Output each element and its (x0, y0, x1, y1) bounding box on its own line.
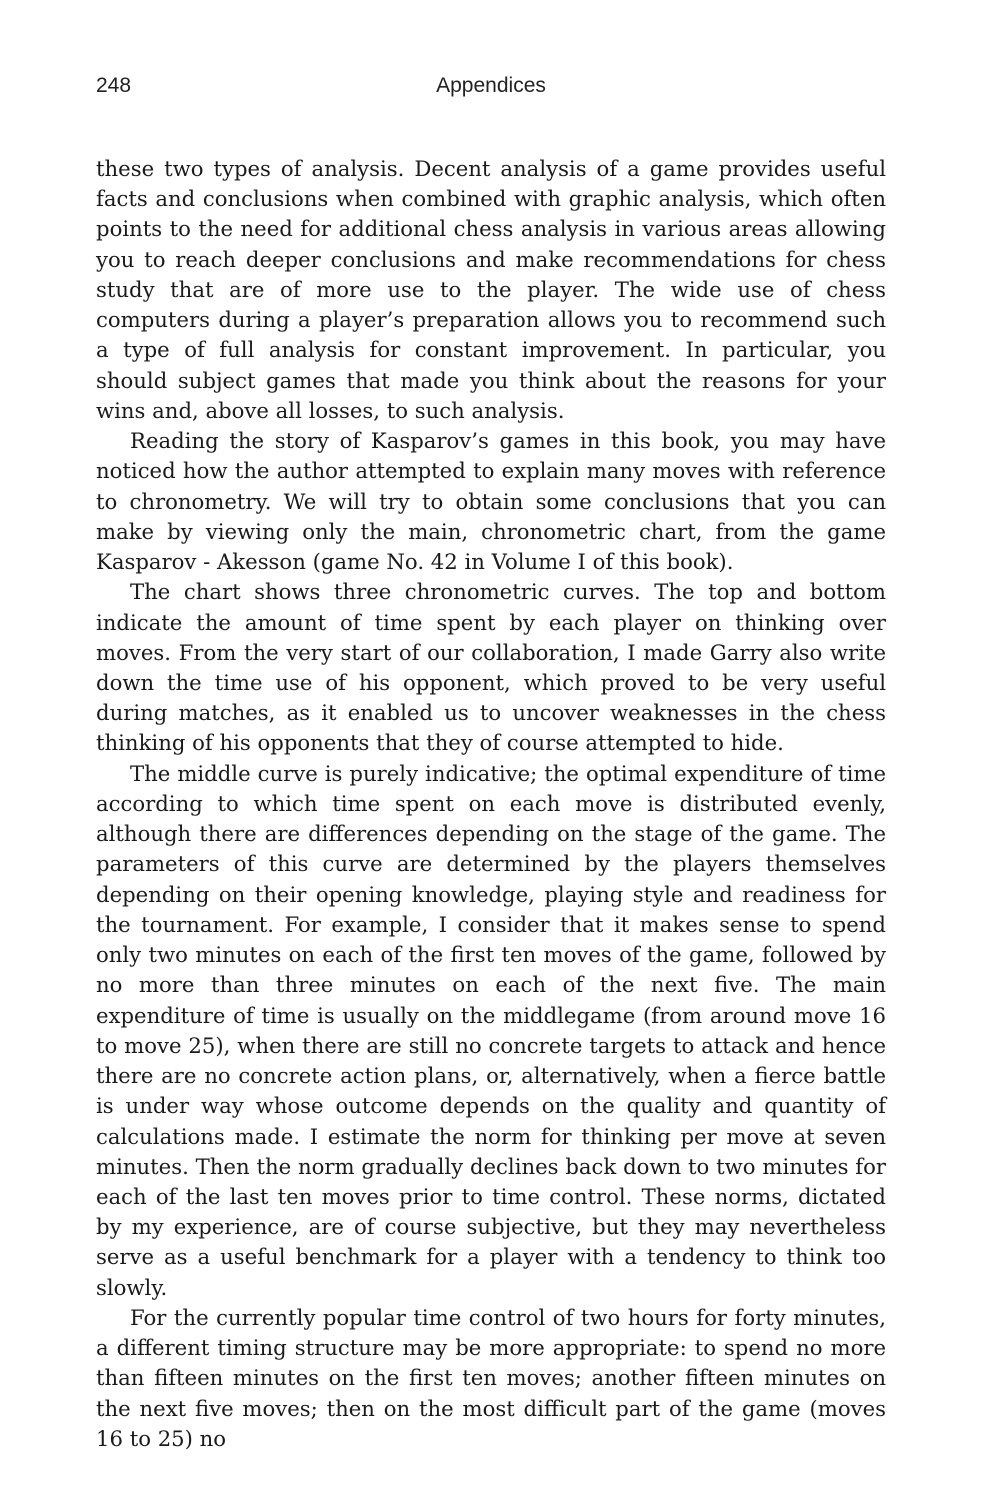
running-title: Appendices (436, 74, 546, 97)
body-text (96, 154, 886, 1454)
paragraph: Reading the story of Kasparov’s games in this book, you may have noticed how the author attempted to explain many moves with reference to chronometry. We will try to obtain some conclusions that you can make by viewing only the main, chronometric chart, from the game Kasparov - Akesson (game No. 42 in Volume I of this book). (96, 428, 886, 575)
paragraph-continued: these two types of analysis. Decent analysis of a game provides useful facts and conclusions when combined with graphic analysis, which often points to the need for additional chess analysis in various areas allowing you to reach deeper conclusions and make recommendations for chess study that are of more use to the player. The wide use of chess computers during a player’s preparation allows you to recommend such a type of full analysis for constant improvement. In particular, you should subject games that made you think about the reasons for your wins and, above all losses, to such analysis. (96, 156, 886, 423)
paragraph: The middle curve is purely indicative; the optimal expenditure of time according to which time spent on each move is distributed evenly, although there are differences depending on the stage of the game. The parameters of this curve are determined by the players themselves depending on their opening knowledge, playing style and readiness for the tournament. For example, I consider that it makes sense to spend only two minutes on each of the first ten moves of the game, followed by no more than three minutes on each of the next five. The main expenditure of time is usually on the middlegame (from around move 16 to move 25), when there are still no concrete targets to attack and hence there are no concrete action plans, or, alternatively, when a fierce battle is under way whose outcome depends on the quality and quantity of calculations made. I estimate the norm for thinking per move at seven minutes. Then the norm gradually declines back down to two minutes for each of the last ten moves prior to time control. These norms, dictated by my experience, are of course subjective, but they may nevertheless serve as a useful benchmark for a player with a tendency to think too slowly. (96, 760, 886, 1300)
running-head (96, 74, 886, 104)
paragraph: For the currently popular time control of two hours for forty minutes, a different timing structure may be more appropriate: to spend no more than fifteen minutes on the first ten moves; another fifteen minutes on the next five moves; then on the most difficult part of the game (moves 16 to 25) no (96, 1304, 886, 1451)
page-number: 248 (96, 74, 132, 97)
paragraph: The chart shows three chronometric curves. The top and bottom indicate the amount of time spent by each player on thinking over moves. From the very start of our collaboration, I made Garry also write down the time use of his opponent, which proved to be very useful during matches, as it enabled us to uncover weaknesses in the chess thinking of his opponents that they of course attempted to hide. (96, 579, 886, 756)
